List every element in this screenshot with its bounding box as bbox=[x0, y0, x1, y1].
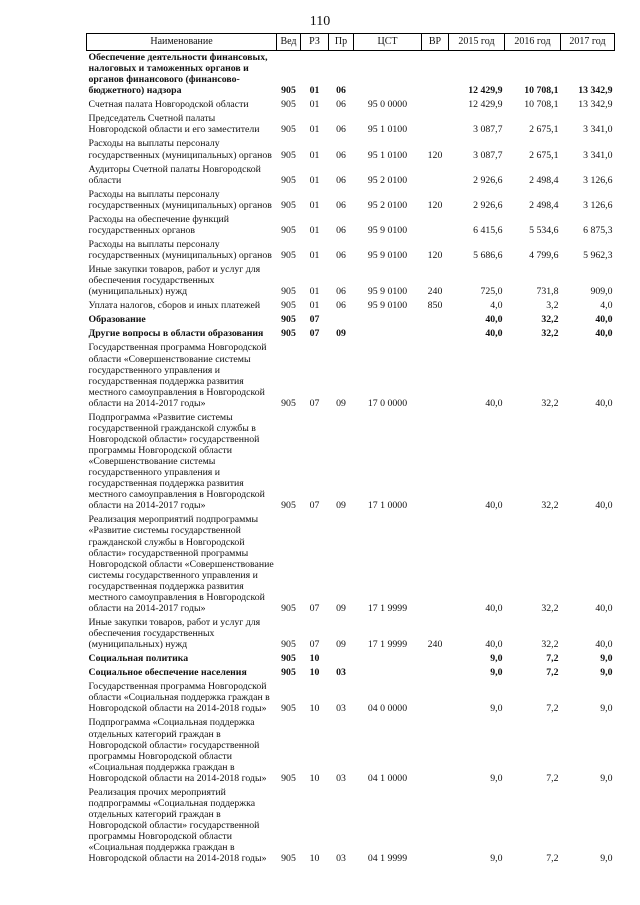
cell-rz: 07 bbox=[309, 602, 320, 614]
cell-cst: 95 9 0100 bbox=[367, 300, 408, 312]
cell-ved: 905 bbox=[281, 500, 296, 512]
col-header-pr: Пр bbox=[329, 34, 354, 51]
cell-2017: 13 342,9 bbox=[578, 99, 613, 111]
cell-ved: 905 bbox=[281, 328, 296, 340]
cell-2015: 9,0 bbox=[490, 772, 503, 784]
cell-name: Социальная политика bbox=[88, 653, 189, 665]
table-row bbox=[87, 513, 615, 616]
cell-pr: 03 bbox=[336, 667, 346, 679]
cell-2017: 40,0 bbox=[595, 314, 613, 326]
col-header-rz: РЗ bbox=[301, 34, 329, 51]
cell-2015: 40,0 bbox=[485, 500, 503, 512]
cell-ved: 905 bbox=[281, 653, 296, 665]
cell-vr bbox=[422, 513, 449, 616]
col-header-2016: 2016 год bbox=[505, 34, 561, 51]
table-row bbox=[87, 616, 615, 652]
table-header-row bbox=[87, 34, 615, 51]
cell-cst: 95 1 0100 bbox=[367, 149, 408, 161]
cell-pr: 03 bbox=[336, 703, 346, 715]
col-header-vr: ВР bbox=[422, 34, 449, 51]
cell-name: Государственная программа Новгородской области «Совершенствование системы государственного управления и государственная поддержка развития местного самоуправления в Новгородской области на 2014-2017 годы» bbox=[88, 342, 267, 409]
cell-2017: 9,0 bbox=[600, 703, 613, 715]
cell-cst bbox=[354, 313, 422, 327]
cell-2016: 32,2 bbox=[541, 602, 559, 614]
cell-cst: 95 9 0100 bbox=[367, 286, 408, 298]
cell-cst: 17 1 9999 bbox=[367, 639, 408, 651]
cell-rz: 01 bbox=[309, 250, 320, 261]
cell-name: Образование bbox=[88, 314, 146, 326]
cell-vr: 240 bbox=[427, 286, 443, 298]
cell-vr: 120 bbox=[427, 149, 443, 161]
cell-name: Подпрограмма «Социальная поддержка отдельных категорий граждан в Новгородской области» государственной программы Новгородской области «Социальная поддержка граждан в Новгородской области на 2014-2018 годы» bbox=[88, 717, 267, 784]
cell-rz: 01 bbox=[309, 224, 320, 236]
cell-rz: 07 bbox=[309, 314, 320, 326]
cell-vr bbox=[422, 716, 449, 785]
cell-pr: 09 bbox=[336, 500, 346, 512]
cell-pr: 06 bbox=[336, 85, 346, 97]
table-row bbox=[87, 137, 615, 162]
cell-2016: 731,8 bbox=[536, 286, 559, 298]
cell-vr bbox=[422, 652, 449, 666]
table-row bbox=[87, 313, 615, 327]
cell-2017: 13 342,9 bbox=[578, 85, 613, 97]
cell-ved: 905 bbox=[281, 397, 296, 409]
table-row bbox=[87, 263, 615, 299]
cell-cst: 95 2 0100 bbox=[367, 199, 408, 211]
cell-rz: 01 bbox=[309, 300, 320, 312]
table-body bbox=[87, 51, 615, 867]
cell-vr bbox=[422, 51, 449, 99]
cell-2016: 32,2 bbox=[541, 314, 559, 326]
cell-2015: 725,0 bbox=[480, 286, 503, 298]
cell-2016: 2 498,4 bbox=[529, 199, 559, 211]
cell-2015: 9,0 bbox=[490, 703, 503, 715]
cell-ved: 905 bbox=[281, 300, 296, 312]
cell-rz: 01 bbox=[309, 286, 320, 298]
cell-2015: 2 926,6 bbox=[473, 199, 503, 211]
table-row bbox=[87, 327, 615, 341]
cell-cst: 95 9 0100 bbox=[367, 224, 408, 236]
cell-2015: 40,0 bbox=[485, 639, 503, 651]
cell-2017: 3 341,0 bbox=[583, 124, 613, 136]
page-number: 110 bbox=[309, 14, 331, 29]
cell-pr: 06 bbox=[336, 224, 346, 236]
table-row bbox=[87, 213, 615, 238]
cell-vr: 240 bbox=[427, 639, 443, 651]
cell-name: Иные закупки товаров, работ и услуг для обеспечения государственных (муниципальных) нужд bbox=[88, 616, 261, 651]
cell-2016: 32,2 bbox=[541, 328, 559, 340]
cell-vr: 120 bbox=[427, 250, 443, 261]
col-header-name: Наименование bbox=[87, 34, 277, 51]
cell-2015: 40,0 bbox=[485, 602, 503, 614]
cell-rz: 10 bbox=[309, 703, 320, 715]
cell-2015: 4,0 bbox=[490, 300, 503, 312]
cell-vr bbox=[422, 341, 449, 410]
table-row bbox=[87, 299, 615, 313]
cell-name: Обеспечение деятельности финансовых, налоговых и таможенных органов и органов финансового (финансово-бюджетного) надзора bbox=[88, 52, 268, 97]
cell-pr: 06 bbox=[336, 174, 346, 186]
cell-ved: 905 bbox=[281, 250, 296, 261]
col-header-2017: 2017 год bbox=[561, 34, 615, 51]
cell-2017: 9,0 bbox=[600, 853, 613, 865]
cell-ved: 905 bbox=[281, 149, 296, 161]
cell-pr: 03 bbox=[336, 772, 346, 784]
cell-ved: 905 bbox=[281, 85, 296, 97]
cell-vr bbox=[422, 98, 449, 112]
cell-name: Расходы на обеспечение функций государственных органов bbox=[88, 213, 230, 236]
cell-2017: 40,0 bbox=[595, 500, 613, 512]
cell-2015: 9,0 bbox=[490, 853, 503, 865]
cell-ved: 905 bbox=[281, 199, 296, 211]
cell-ved: 905 bbox=[281, 667, 296, 679]
cell-rz: 01 bbox=[309, 124, 320, 136]
cell-2017: 40,0 bbox=[595, 397, 613, 409]
cell-2016: 4 799,6 bbox=[529, 250, 559, 261]
cell-2016: 2 675,1 bbox=[529, 124, 559, 136]
cell-pr: 06 bbox=[336, 99, 346, 111]
cell-ved: 905 bbox=[281, 174, 296, 186]
cell-rz: 01 bbox=[309, 149, 320, 161]
cell-cst bbox=[354, 652, 422, 666]
cell-2016: 7,2 bbox=[546, 853, 559, 865]
cell-cst bbox=[354, 327, 422, 341]
cell-2015: 40,0 bbox=[485, 314, 503, 326]
cell-vr bbox=[422, 680, 449, 716]
cell-2017: 5 962,3 bbox=[583, 250, 613, 261]
cell-ved: 905 bbox=[281, 314, 296, 326]
col-header-2015: 2015 год bbox=[449, 34, 505, 51]
cell-name: Расходы на выплаты персоналу государственных (муниципальных) органов bbox=[88, 138, 272, 161]
cell-2015: 12 429,9 bbox=[468, 99, 503, 111]
cell-ved: 905 bbox=[281, 99, 296, 111]
cell-2016: 32,2 bbox=[541, 500, 559, 512]
cell-cst: 17 1 9999 bbox=[367, 602, 408, 614]
cell-ved: 905 bbox=[281, 286, 296, 298]
cell-cst: 04 1 9999 bbox=[367, 853, 408, 865]
cell-vr bbox=[422, 786, 449, 866]
cell-cst: 17 0 0000 bbox=[367, 397, 408, 409]
cell-2015: 6 415,6 bbox=[473, 224, 503, 236]
cell-2017: 9,0 bbox=[600, 772, 613, 784]
budget-table bbox=[86, 33, 615, 866]
cell-name: Подпрограмма «Развитие системы государственной гражданской службы в Новгородской области» государственной программы Новгородской области «Совершенствование системы государственного управления и государственная поддержка развития местного самоуправления в Новгородской области на 2014-2017 годы» bbox=[88, 411, 265, 512]
cell-rz: 10 bbox=[309, 667, 320, 679]
cell-ved: 905 bbox=[281, 224, 296, 236]
cell-2016: 10 708,1 bbox=[524, 99, 559, 111]
cell-name: Уплата налогов, сборов и иных платежей bbox=[88, 300, 261, 312]
cell-vr bbox=[422, 163, 449, 188]
cell-2016: 7,2 bbox=[546, 653, 559, 665]
cell-2015: 3 087,7 bbox=[473, 149, 503, 161]
cell-name: Государственная программа Новгородской области «Социальная поддержка граждан в Новгородской области на 2014-2018 годы» bbox=[88, 681, 270, 715]
cell-rz: 07 bbox=[309, 500, 320, 512]
col-header-ved: Вед bbox=[277, 34, 301, 51]
cell-2017: 6 875,3 bbox=[583, 224, 613, 236]
table-row bbox=[87, 112, 615, 137]
table-row bbox=[87, 341, 615, 410]
cell-ved: 905 bbox=[281, 853, 296, 865]
table-row bbox=[87, 716, 615, 785]
cell-2016: 7,2 bbox=[546, 772, 559, 784]
cell-2015: 12 429,9 bbox=[468, 85, 503, 97]
cell-pr: 03 bbox=[336, 853, 346, 865]
cell-name: Счетная палата Новгородской области bbox=[88, 99, 249, 111]
cell-2016: 3,2 bbox=[546, 300, 559, 312]
cell-2017: 3 126,6 bbox=[583, 199, 613, 211]
cell-name: Реализация мероприятий подпрограммы «Развитие системы государственной гражданской службы в Новгородской области» государственной программы Новгородской области «Совершенствование системы государственного управления и государственная поддержка развития местного самоуправления в Новгородской области на 2014-2017 годы» bbox=[88, 514, 274, 614]
cell-cst: 04 1 0000 bbox=[367, 772, 408, 784]
cell-pr: 06 bbox=[336, 250, 346, 261]
cell-vr bbox=[422, 112, 449, 137]
cell-cst: 17 1 0000 bbox=[367, 500, 408, 512]
cell-2016: 2 675,1 bbox=[529, 149, 559, 161]
cell-vr: 120 bbox=[427, 199, 443, 211]
cell-2017: 909,0 bbox=[590, 286, 613, 298]
cell-name: Другие вопросы в области образования bbox=[88, 328, 264, 340]
cell-rz: 07 bbox=[309, 639, 320, 651]
table-row bbox=[87, 666, 615, 680]
table-row bbox=[87, 98, 615, 112]
cell-cst: 04 0 0000 bbox=[367, 703, 408, 715]
cell-2016: 32,2 bbox=[541, 397, 559, 409]
cell-2016: 7,2 bbox=[546, 703, 559, 715]
table-row bbox=[87, 163, 615, 188]
cell-2015: 2 926,6 bbox=[473, 174, 503, 186]
cell-vr bbox=[422, 213, 449, 238]
cell-2016: 10 708,1 bbox=[524, 85, 559, 97]
cell-name: Председатель Счетной палаты Новгородской области и его заместители bbox=[88, 113, 260, 136]
cell-cst bbox=[354, 666, 422, 680]
cell-rz: 01 bbox=[309, 85, 320, 97]
cell-pr bbox=[329, 313, 354, 327]
cell-rz: 10 bbox=[309, 653, 320, 665]
cell-cst: 95 9 0100 bbox=[367, 250, 408, 261]
cell-2015: 9,0 bbox=[490, 653, 503, 665]
cell-vr bbox=[422, 313, 449, 327]
cell-ved: 905 bbox=[281, 703, 296, 715]
cell-2016: 32,2 bbox=[541, 639, 559, 651]
cell-vr bbox=[422, 327, 449, 341]
cell-2016: 7,2 bbox=[546, 667, 559, 679]
table-row bbox=[87, 411, 615, 514]
cell-pr: 06 bbox=[336, 286, 346, 298]
cell-pr bbox=[329, 652, 354, 666]
cell-2016: 2 498,4 bbox=[529, 174, 559, 186]
cell-2017: 40,0 bbox=[595, 328, 613, 340]
cell-pr: 09 bbox=[336, 602, 346, 614]
cell-rz: 10 bbox=[309, 853, 320, 865]
cell-2017: 3 341,0 bbox=[583, 149, 613, 161]
cell-name: Аудиторы Счетной палаты Новгородской области bbox=[88, 163, 261, 186]
cell-rz: 01 bbox=[309, 199, 320, 211]
cell-name: Иные закупки товаров, работ и услуг для обеспечения государственных (муниципальных) нужд bbox=[88, 264, 261, 298]
cell-ved: 905 bbox=[281, 772, 296, 784]
cell-2015: 40,0 bbox=[485, 328, 503, 340]
cell-name: Расходы на выплаты персоналу государственных (муниципальных) органов bbox=[88, 188, 272, 211]
cell-2015: 40,0 bbox=[485, 397, 503, 409]
cell-2015: 9,0 bbox=[490, 667, 503, 679]
cell-rz: 01 bbox=[309, 174, 320, 186]
cell-name: Социальное обеспечение населения bbox=[88, 667, 247, 679]
cell-cst: 95 2 0100 bbox=[367, 174, 408, 186]
cell-vr bbox=[422, 411, 449, 514]
cell-rz: 07 bbox=[309, 328, 320, 340]
cell-2017: 40,0 bbox=[595, 602, 613, 614]
cell-2015: 5 686,6 bbox=[473, 250, 503, 261]
table-row bbox=[87, 238, 615, 263]
table-row bbox=[87, 786, 615, 866]
cell-pr: 06 bbox=[336, 149, 346, 161]
cell-pr: 06 bbox=[336, 199, 346, 211]
cell-rz: 10 bbox=[309, 772, 320, 784]
table-row bbox=[87, 188, 615, 213]
cell-2017: 9,0 bbox=[600, 667, 613, 679]
cell-pr: 09 bbox=[336, 639, 346, 651]
cell-2015: 3 087,7 bbox=[473, 124, 503, 136]
cell-2017: 4,0 bbox=[600, 300, 613, 312]
cell-ved: 905 bbox=[281, 602, 296, 614]
col-header-cst: ЦСТ bbox=[354, 34, 422, 51]
cell-cst: 95 0 0000 bbox=[367, 99, 408, 111]
cell-rz: 01 bbox=[309, 99, 320, 111]
table-row bbox=[87, 652, 615, 666]
table-row bbox=[87, 51, 615, 99]
cell-rz: 07 bbox=[309, 397, 320, 409]
cell-name: Расходы на выплаты персоналу государственных (муниципальных) органов bbox=[88, 238, 272, 261]
cell-2017: 9,0 bbox=[600, 653, 613, 665]
cell-pr: 06 bbox=[336, 124, 346, 136]
cell-pr: 09 bbox=[336, 328, 346, 340]
cell-pr: 09 bbox=[336, 397, 346, 409]
cell-2017: 40,0 bbox=[595, 639, 613, 651]
cell-ved: 905 bbox=[281, 124, 296, 136]
cell-name: Реализация прочих мероприятий подпрограммы «Социальная поддержка отдельных категорий граждан в Новгородской области» государственной программы Новгородской области «Социальная поддержка граждан в Новгородской области на 2014-2018 годы» bbox=[88, 786, 267, 865]
cell-vr: 850 bbox=[427, 300, 443, 312]
cell-2017: 3 126,6 bbox=[583, 174, 613, 186]
cell-cst bbox=[354, 51, 422, 99]
cell-2016: 5 534,6 bbox=[529, 224, 559, 236]
cell-ved: 905 bbox=[281, 639, 296, 651]
cell-pr: 06 bbox=[336, 300, 346, 312]
cell-vr bbox=[422, 666, 449, 680]
cell-cst: 95 1 0100 bbox=[367, 124, 408, 136]
table-row bbox=[87, 680, 615, 716]
